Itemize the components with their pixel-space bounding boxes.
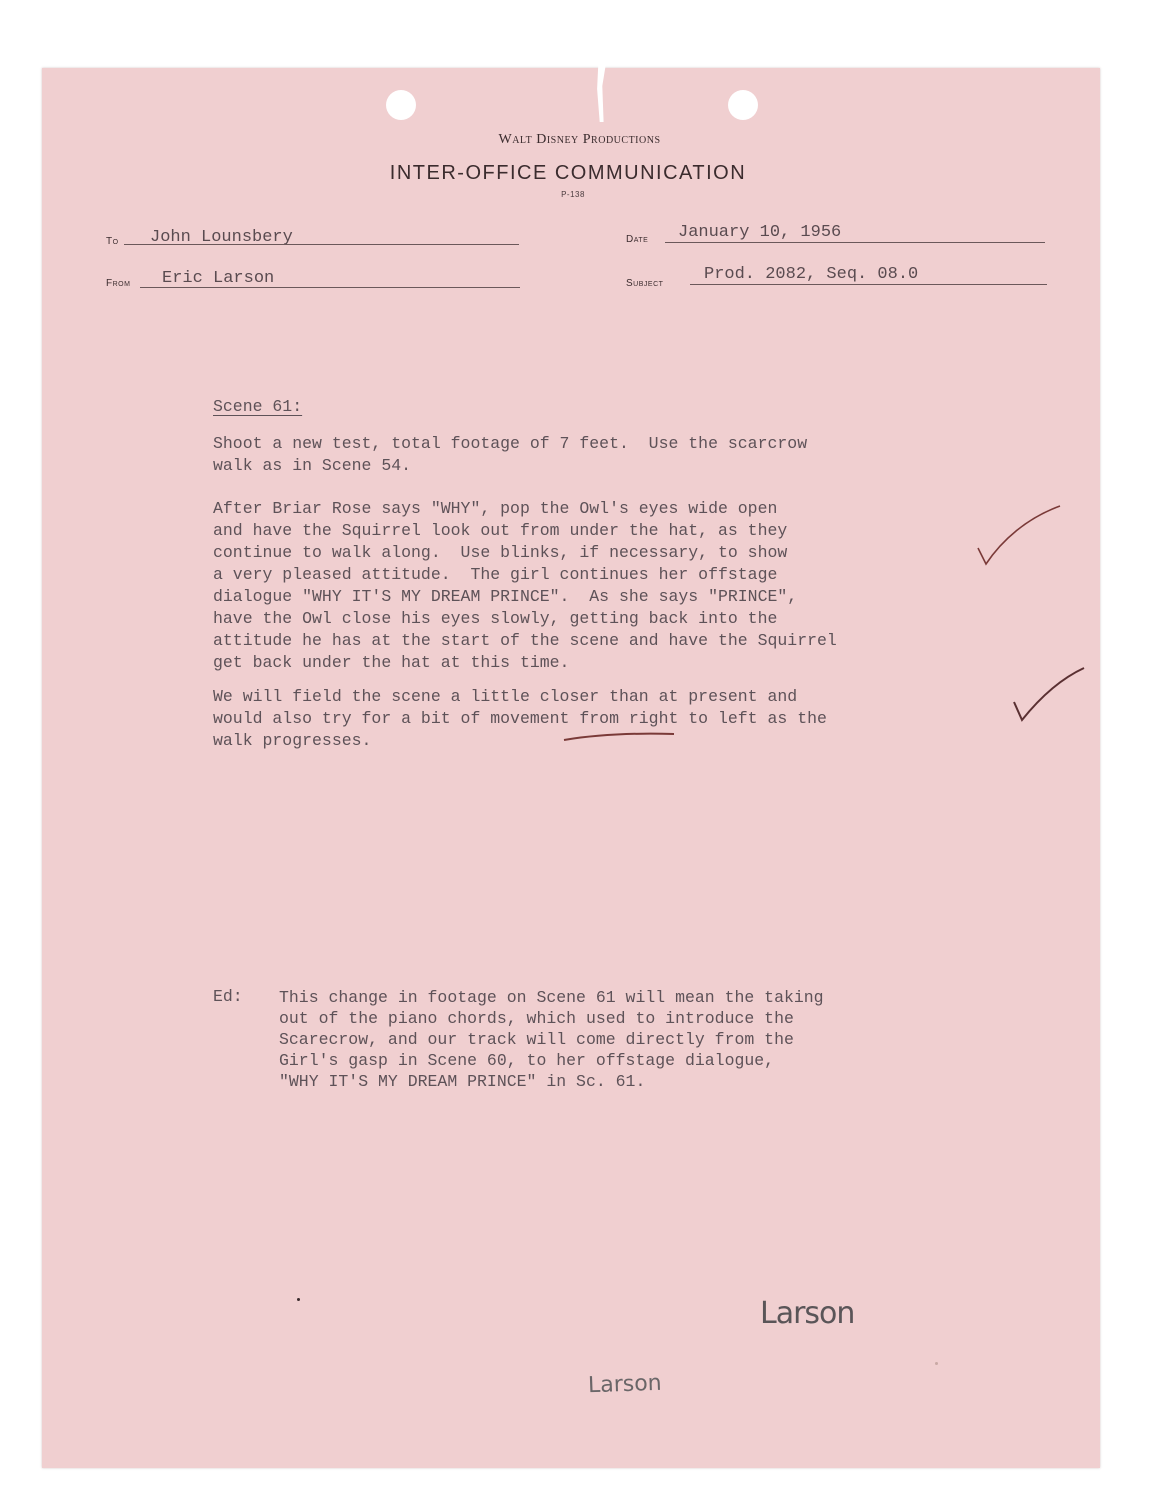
memo-heading: INTER-OFFICE COMMUNICATION (389, 162, 747, 184)
to-underline (124, 244, 519, 245)
subject-underline (690, 284, 1047, 285)
signature-pencil: Larson (587, 1370, 663, 1399)
scene-title: Scene 61: (213, 397, 303, 416)
form-number: P-138 (561, 190, 585, 199)
punch-hole-left (386, 90, 416, 120)
date-label: Date (626, 234, 649, 245)
ed-note: This change in footage on Scene 61 will mean the taking out of the piano chords, which used to introduce the Scarecrow, and our track will come directly from the Girl's gasp in Scene 60, to her offstage dialogue, "WHY IT'S MY DREAM PRINCE" in Sc. 61. (279, 988, 824, 1091)
from-label: From (106, 278, 131, 289)
paragraph-1: Shoot a new test, total footage of 7 feet. Use the scarcrow walk as in Scene 54. (213, 434, 808, 475)
date-underline (665, 242, 1045, 243)
to-label: To (106, 236, 119, 247)
paragraph-3: We will field the scene a little closer than at present and would also try for a bit of movement from right to left as the walk progresses. (213, 687, 827, 750)
ink-speck (297, 1298, 300, 1301)
signature-main: Larson (760, 1296, 855, 1331)
subject-label: Subject (626, 278, 664, 289)
subject-value: Prod. 2082, Seq. 08.0 (704, 265, 919, 284)
movement-pen-underline (560, 728, 680, 744)
date-value: January 10, 1956 (678, 223, 842, 242)
check-mark-icon (1010, 664, 1090, 726)
from-value: Eric Larson (162, 269, 275, 288)
from-underline (140, 287, 520, 288)
ink-speck (935, 1362, 938, 1365)
company-name: Walt Disney Productions (498, 132, 661, 147)
to-value: John Lounsbery (150, 228, 293, 247)
check-mark-icon (972, 500, 1064, 570)
punch-hole-right (728, 90, 758, 120)
ed-label: Ed: (213, 987, 243, 1006)
paragraph-2: After Briar Rose says "WHY", pop the Owl's eyes wide open and have the Squirrel look out from under the hat, as they continue to walk along. Use blinks, if necessary, to show a very pleased attitude. The girl continues her offstage dialogue "WHY IT'S MY DREAM PRINCE". As she says "PRINCE", have the Owl close his eyes slowly, getting back into the attitude he has at the start of the scene and have the Squirrel get back under the hat at this time. (213, 499, 837, 672)
